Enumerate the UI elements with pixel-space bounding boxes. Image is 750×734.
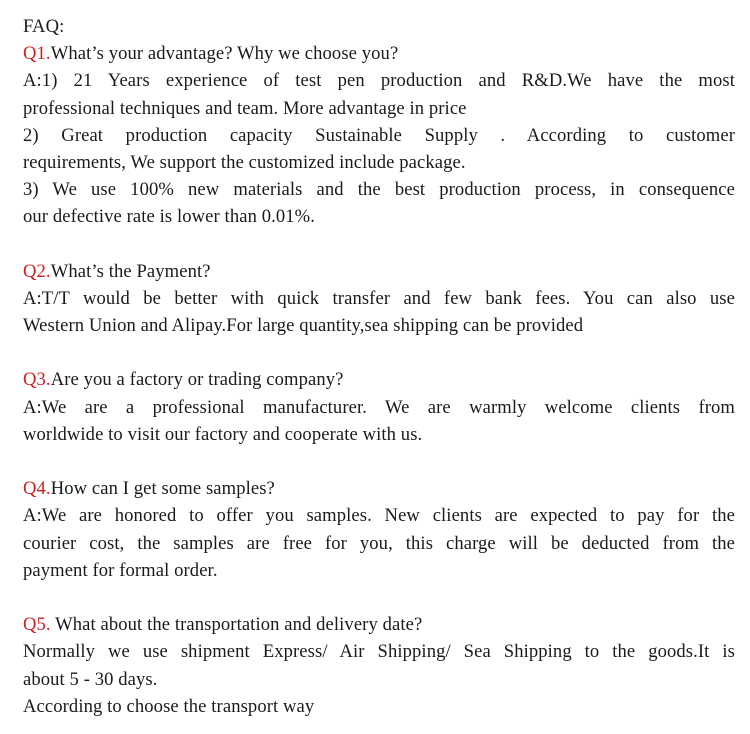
question-4 xyxy=(23,475,735,502)
answer-2-line-2: Western Union and Alipay.For large quantity,sea shipping can be provided xyxy=(23,315,584,337)
question-3-text: Are you a factory or trading company? xyxy=(50,369,344,391)
faq-document xyxy=(23,13,735,720)
answer-3-line-2: worldwide to visit our factory and cooperate with us. xyxy=(23,423,423,445)
question-1 xyxy=(23,40,735,67)
question-5-text: What about the transportation and delivery date? xyxy=(50,614,423,636)
question-1-text: What’s your advantage? Why we choose you? xyxy=(50,43,399,65)
answer-5-line-1: Normally we use shipment Express/ Air Shipping/ Sea Shipping to the goods.It is xyxy=(23,641,735,663)
answer-1-line-6: our defective rate is lower than 0.01%. xyxy=(23,206,315,228)
question-5-tag: Q5. xyxy=(23,614,51,636)
answer-1-line-4: requirements, We support the customized include package. xyxy=(23,151,466,173)
answer-4-line-3: payment for formal order. xyxy=(23,559,218,581)
question-4-tag: Q4. xyxy=(23,478,51,500)
question-2 xyxy=(23,258,735,285)
answer-3-line-1: A:We are a professional manufacturer. We are warmly welcome clients from xyxy=(23,396,735,418)
spacer xyxy=(23,584,735,611)
spacer xyxy=(23,231,735,258)
answer-1-line-2: professional techniques and team. More advantage in price xyxy=(23,97,467,119)
answer-4-line-2: courier cost, the samples are free for you, this charge will be deducted from the xyxy=(23,532,735,554)
answer-1-line-3: 2) Great production capacity Sustainable Supply . According to customer xyxy=(23,124,735,146)
spacer xyxy=(23,339,735,366)
question-5 xyxy=(23,611,735,638)
answer-5-line-3: According to choose the transport way xyxy=(23,695,315,717)
answer-4-line-1: A:We are honored to offer you samples. New clients are expected to pay for the xyxy=(23,505,735,527)
spacer xyxy=(23,448,735,475)
question-3 xyxy=(23,366,735,393)
faq-header: FAQ: xyxy=(23,16,65,37)
question-3-tag: Q3. xyxy=(23,369,51,391)
question-1-tag: Q1. xyxy=(23,43,51,65)
answer-5-line-2: about 5 - 30 days. xyxy=(23,668,158,690)
answer-2-line-1: A:T/T would be better with quick transfer and few bank fees. You can also use xyxy=(23,287,735,309)
question-2-text: What’s the Payment? xyxy=(50,260,211,282)
question-4-text: How can I get some samples? xyxy=(50,478,275,500)
answer-1-line-5: 3) We use 100% new materials and the best production process, in consequence xyxy=(23,179,735,201)
answer-1-line-1: A:1) 21 Years experience of test pen production and R&D.We have the most xyxy=(23,70,735,92)
question-2-tag: Q2. xyxy=(23,260,51,282)
